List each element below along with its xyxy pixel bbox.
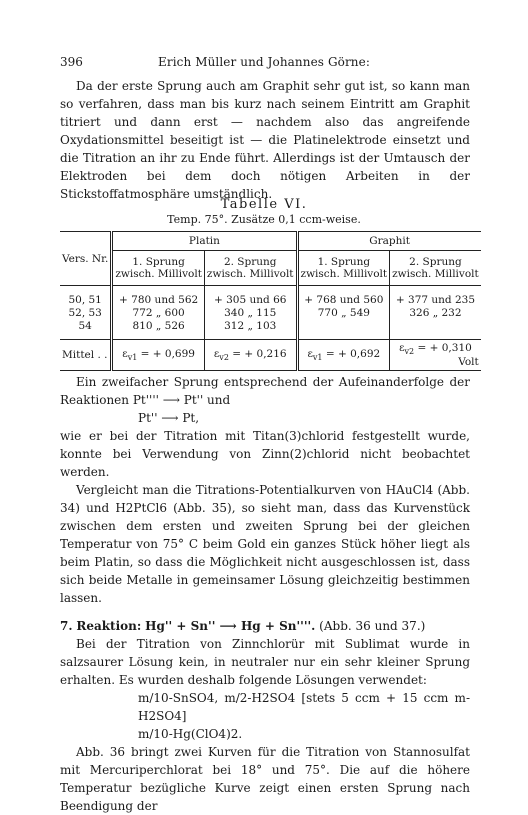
cell-value: 326 „ 232 (390, 306, 481, 319)
section-formula: Hg'' + Sn'' ⟶ Hg + Sn''''. (145, 619, 316, 633)
section-ref: (Abb. 36 und 37.) (319, 619, 426, 633)
paragraph-compare: Vergleicht man die Titrations-Potentialkurven von HAuCl4 (Abb. 34) und H2PtCl6 (Abb. 35), so sieht man, dass das Kurvenstück zwischen dem ersten und zweiten Sprung bei der gleichen Temperatur von 75° C beim Gold ein ganzes Stück höher liegt als beim Platin, so dass die Möglichkeit nicht ausgeschlossen ist, dass sich beide Metalle in gemeinsamer Lösung gleichzeitig bestimmen lassen. (60, 483, 470, 605)
mittel-graphit-2 (390, 340, 481, 371)
paragraph-reaction: Ein zweifacher Sprung entsprechend der Aufeinanderfolge der Reaktionen Pt'''' ⟶ Pt'' und (60, 375, 470, 407)
header-graphit-sprung1 (297, 251, 390, 286)
epsilon-symbol: ε (399, 342, 405, 355)
mittel-value: = + 0,699 (140, 347, 195, 360)
running-title: Erich Müller und Johannes Görne: (158, 55, 370, 69)
row-nr: 54 (78, 319, 92, 332)
header-line1: 1. Sprung (317, 256, 371, 268)
section-heading (60, 617, 470, 635)
table-row-mittel (60, 340, 481, 371)
cell-value: + 768 und 560 (297, 293, 390, 306)
page-number: 396 (60, 55, 83, 69)
header-platin-sprung1 (112, 251, 205, 286)
paragraph-intro: Da der erste Sprung auch am Graphit sehr gut ist, so kann man so verfahren, dass man bis kurz nach seinem Eintritt am Graphit titriert und dann erst — nachdem also das angreifende Oxydationsmittel beseitigt ist — die Platinelektrode einsetzt und die Titration an ihr zu Ende führt. Allerdings ist der Umtausch der Elektroden bei dem doch nötigen Arbeiten in der Stickstoffatmosphäre umständlich. (60, 79, 470, 201)
epsilon-subscript: v1 (312, 353, 323, 363)
solution-line-1: m/10-SnSO4, m/2-H2SO4 [stets 5 ccm + 15 ccm m-H2SO4] (138, 691, 470, 723)
cell-value: + 305 und 66 (204, 293, 297, 306)
mittel-value: = + 0,216 (232, 347, 287, 360)
header-line1: 1. Sprung (132, 256, 185, 268)
header-line2: zwisch. Millivolt (115, 268, 202, 280)
paragraph-abb36: Abb. 36 bringt zwei Kurven für die Titration von Stannosulfat mit Mercuriperchlorat bei 18° und 75°. Die auf die höhere Temperatur bezügliche Kurve zeigt einen ersten Sprung nach Beendigung der (60, 745, 470, 813)
epsilon-symbol: ε (307, 347, 313, 360)
cell-value: + 780 und 562 (112, 293, 205, 306)
row-nr: 52, 53 (68, 306, 102, 319)
epsilon-subscript: v1 (127, 353, 138, 363)
section-label: Reaktion: (76, 619, 142, 633)
header-platin: Platin (112, 232, 297, 251)
cell-value (297, 319, 390, 332)
cell-value: 770 „ 549 (297, 306, 390, 319)
cell-value: 772 „ 600 (112, 306, 205, 319)
header-line1: 2. Sprung (409, 256, 462, 268)
cell-value: + 377 und 235 (390, 293, 481, 306)
epsilon-subscript: v2 (219, 353, 229, 363)
header-line2: zwisch. Millivolt (392, 268, 479, 280)
mittel-value: = + 0,692 (325, 347, 381, 360)
row-nr: 50, 51 (68, 293, 102, 306)
epsilon-symbol: ε (122, 347, 128, 360)
unit-volt: Volt (458, 355, 479, 368)
table-title: Tabelle VI. (220, 197, 308, 212)
mittel-platin-1 (112, 340, 205, 371)
cell-value: 312 „ 103 (204, 319, 297, 332)
mittel-graphit-1 (297, 340, 390, 371)
header-line2: zwisch. Millivolt (300, 268, 388, 280)
cell-value: 340 „ 115 (204, 306, 297, 319)
table-row (60, 319, 481, 332)
header-graphit-sprung2 (390, 251, 481, 286)
body-continued (60, 373, 470, 815)
section-number: 7. (60, 619, 73, 633)
header-vers-nr: Vers. Nr. (60, 232, 112, 286)
header-graphit: Graphit (297, 232, 481, 251)
mittel-label: Mittel . . (60, 340, 112, 371)
epsilon-subscript: v2 (404, 347, 415, 357)
mittel-value: = + 0,310 (417, 342, 472, 355)
table-row (60, 306, 481, 319)
cell-value: 810 „ 526 (112, 319, 205, 332)
header-line1: 2. Sprung (223, 256, 277, 268)
solution-line-2: m/10-Hg(ClO4)2. (138, 727, 243, 741)
epsilon-symbol: ε (213, 347, 220, 360)
table-subtitle: Temp. 75°. Zusätze 0,1 ccm-weise. (167, 213, 361, 226)
paragraph-titan: wie er bei der Titration mit Titan(3)chlorid festgestellt wurde, konnte bei Verwendung von Zinn(2)chlorid nicht beobachtet werden. (60, 429, 470, 479)
header-platin-sprung2 (204, 251, 297, 286)
data-table (60, 231, 481, 371)
table-row (60, 293, 481, 306)
header-line2: zwisch. Millivolt (206, 268, 294, 280)
mittel-platin-2 (204, 340, 297, 371)
paragraph-solutions: Bei der Titration von Zinnchlorür mit Sublimat wurde in salzsaurer Lösung kein, in neutraler nur ein sehr kleiner Sprung erhalten. Es wurden deshalb folgende Lösungen verwendet: (60, 637, 470, 687)
cell-value (390, 319, 481, 332)
reaction-line: Pt'' ⟶ Pt, (138, 411, 200, 425)
